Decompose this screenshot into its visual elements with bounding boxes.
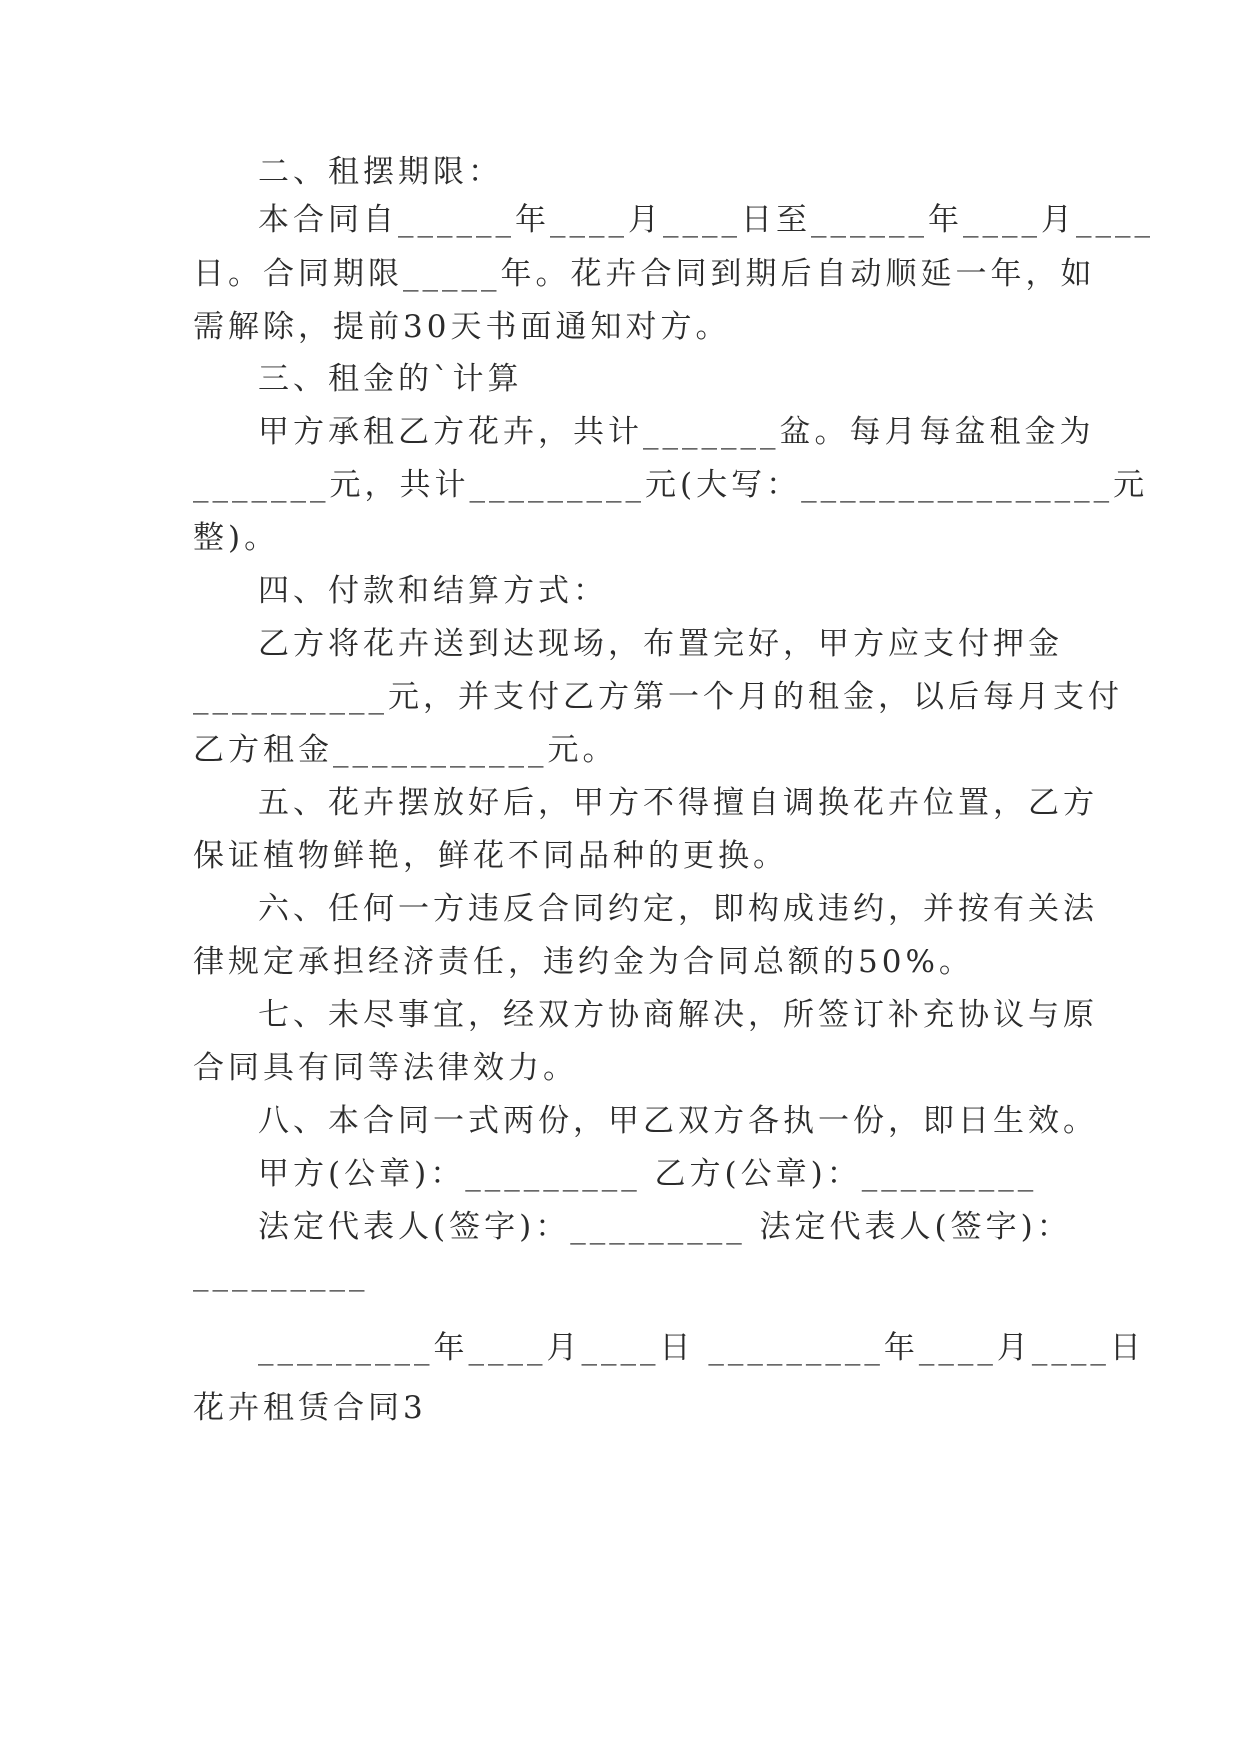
paragraph-line: 乙方将花卉送到达现场，布置完好，甲方应支付押金 — [258, 626, 1063, 662]
section-4-heading: 四、付款和结算方式： — [258, 573, 608, 609]
paragraph-line: 合同具有同等法律效力。 — [193, 1050, 578, 1086]
paragraph-line: 保证植物鲜艳，鲜花不同品种的更换。 — [193, 838, 788, 874]
paragraph-line: 需解除，提前30天书面通知对方。 — [193, 309, 731, 345]
paragraph-line: 乙方租金___________元。 — [193, 732, 618, 768]
section-7-line: 七、未尽事宜，经双方协商解决，所签订补充协议与原 — [258, 997, 1098, 1033]
signature-blank: _________ — [193, 1256, 369, 1292]
date-line: _________年____月____日 _________年____月____日 — [258, 1330, 1145, 1366]
document-title: 花卉租赁合同3 — [193, 1390, 427, 1426]
paragraph-line: 日。合同期限_____年。花卉合同到期后自动顺延一年，如 — [193, 256, 1096, 292]
section-2-heading: 二、租摆期限： — [258, 154, 503, 190]
section-5-line: 五、花卉摆放好后，甲方不得擅自调换花卉位置，乙方 — [258, 785, 1098, 821]
section-8-line: 八、本合同一式两份，甲乙双方各执一份，即日生效。 — [258, 1103, 1098, 1139]
representative-signature-line: 法定代表人(签字)：_________ 法定代表人(签字)： — [258, 1209, 1072, 1245]
paragraph-line: _______元，共计_________元(大写：________________元 — [193, 467, 1149, 503]
paragraph-line: 本合同自______年____月____日至______年____月____ — [258, 202, 1154, 238]
paragraph-line: 律规定承担经济责任，违约金为合同总额的50%。 — [193, 944, 974, 980]
party-seal-line: 甲方(公章)：_________ 乙方(公章)：_________ — [258, 1156, 1038, 1192]
paragraph-line: __________元，并支付乙方第一个月的租金，以后每月支付 — [193, 679, 1123, 715]
paragraph-line: 整)。 — [193, 520, 280, 556]
paragraph-line: 甲方承租乙方花卉，共计_______盆。每月每盆租金为 — [258, 414, 1095, 450]
section-3-heading: 三、租金的`计算 — [258, 361, 523, 397]
section-6-line: 六、任何一方违反合同约定，即构成违约，并按有关法 — [258, 891, 1098, 927]
